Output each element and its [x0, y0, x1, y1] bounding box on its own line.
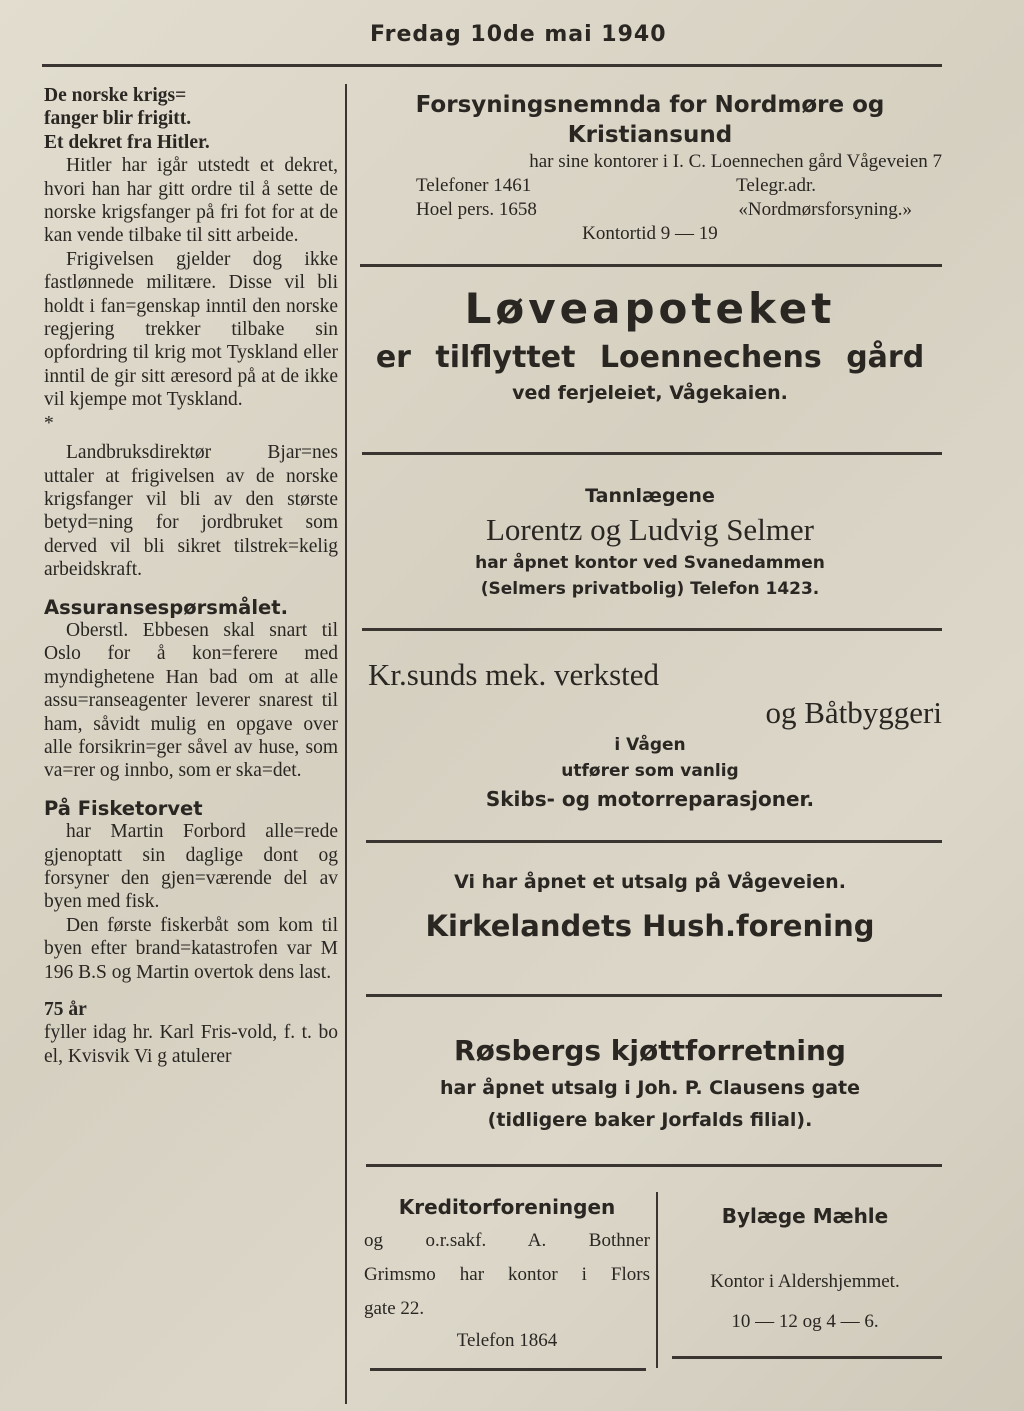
ad-text: Hoel pers. 1658 [416, 199, 537, 220]
ad-text: Grimsmo har kontor i Flors [364, 1264, 650, 1285]
ad-divider [360, 264, 942, 267]
section-heading: På Fisketorvet [44, 796, 203, 820]
ad-row [358, 198, 942, 222]
ad-kreditorforeningen [364, 1190, 650, 1356]
ad-kirkelandets [358, 866, 942, 954]
ad-text: (Selmers privatbolig) Telefon 1423. [480, 579, 820, 599]
ad-text: ved ferjeleiet, Vågekaien. [512, 382, 788, 404]
ad-title: Kreditorforeningen [398, 1195, 616, 1219]
ad-text: Telefon 1864 [456, 1330, 558, 1351]
ad-text: (tidligere baker Jorfalds filial). [487, 1109, 813, 1131]
section-heading: Assuransespørsmålet. [44, 595, 288, 619]
ad-text: i Vågen [614, 735, 686, 755]
ad-text: har sine kontorer i I. C. Loennechen gård Vågeveien 7 [529, 151, 942, 172]
article-paragraph: Landbruksdirektør Bjar=nes uttaler at frigivelsen av de norske krigsfanger vil bli av den største betyd=ning for jordbruket som derved vil bli sikret tilstrek=kelig arbeidskraft. [44, 442, 338, 581]
ad-text: 10 — 12 og 4 — 6. [731, 1311, 879, 1332]
ad-column-divider [656, 1192, 658, 1368]
ad-divider [366, 994, 942, 997]
dateline: Fredag 10de mai 1940 [370, 22, 667, 47]
column-divider [345, 84, 347, 1404]
ad-loveapoteket [358, 280, 942, 408]
ad-divider [366, 1164, 942, 1167]
ad-bylaege [664, 1196, 946, 1340]
article-paragraph: Frigivelsen gjelder dog ikke fastlønnede militære. Disse vil bli holdt i fan=genskap inntil den norske regjering trekker tilbake sin opfordring til krig mot Tyskland eller inntil de gir sitt æresord på at de ikke vil kjempe mot Tyskland. [44, 248, 338, 411]
ad-title: Røsbergs kjøttforretning [454, 1034, 846, 1067]
section-heading-75: 75 år [44, 999, 87, 1021]
article-paragraph: har Martin Forbord alle=rede gjenoptatt sin daglige dont og forsyner den gjen=værende del av byen med fisk. [44, 821, 338, 913]
ad-title: Bylæge Mæhle [721, 1204, 889, 1228]
headline-line-1: De norske krigs= [44, 85, 187, 106]
ad-title: Løveapoteket [464, 284, 836, 333]
ad-divider [362, 452, 942, 455]
left-column [44, 84, 338, 1068]
article-paragraph: Oberstl. Ebbesen skal snart til Oslo for å kon=ferere med myndighetene Han bad om at alle assu=ranseagenter leverer snarest til ham, såvidt mulig en opgave over alle forsikrin=ger såvel av huse, som va=rer og innbo, som er ska=det. [44, 619, 338, 782]
ad-text: utfører som vanlig [561, 761, 739, 781]
ad-title: Forsyningsnemnda for Nordmøre og [415, 92, 885, 118]
ad-text: «Nordmørsforsyning.» [738, 199, 912, 220]
ad-title: Kirkelandets Hush.forening [425, 909, 875, 943]
ad-text: og o.r.sakf. A. Bothner [364, 1230, 650, 1251]
ad-row [358, 174, 942, 198]
headline-line-2: fanger blir frigitt. [44, 108, 192, 130]
ad-text: Tannlægene [585, 485, 715, 507]
ad-text: gate 22. [364, 1298, 425, 1319]
ad-tannlaegene [358, 482, 942, 602]
article-paragraph: Hitler har igår utstedt et dekret, hvori han har gitt ordre til å sette de norske krigsfanger på fri fot for at de kan vende tilbake til sitt arbeide. [44, 155, 338, 247]
ad-forsyningsnemnda [358, 90, 942, 246]
ad-title: og Båtbyggeri [765, 695, 942, 730]
ad-divider [370, 1368, 646, 1371]
ad-text: Telefoner 1461 [416, 175, 532, 196]
ad-text: Kontortid 9 — 19 [582, 223, 718, 244]
ad-title: Kristiansund [567, 122, 733, 148]
ad-divider [672, 1356, 942, 1359]
subheadline: Et dekret fra Hitler. [44, 131, 210, 153]
ad-text: Telegr.adr. [736, 175, 816, 196]
ad-divider [366, 840, 942, 843]
ad-text: har åpnet utsalg i Joh. P. Clausens gate [439, 1077, 861, 1099]
ad-text: har åpnet kontor ved Svanedammen [475, 553, 825, 573]
top-rule [42, 64, 942, 67]
article-paragraph: fyller idag hr. Karl Fris-vold, f. t. bo el, Kvisvik Vi g atulerer [44, 1022, 338, 1067]
separator-star: * [44, 412, 54, 434]
article-paragraph: Den første fiskerbåt som kom til byen efter brand=katastrofen var M 196 B.S og Martin overtok dens last. [44, 914, 338, 983]
ad-title: Kr.sunds mek. verksted [368, 657, 660, 692]
ad-text: Skibs- og motorreparasjoner. [485, 787, 815, 811]
ad-title: Lorentz og Ludvig Selmer [486, 512, 814, 547]
ad-text: Vi har åpnet et utsalg på Vågeveien. [454, 871, 846, 893]
ad-text: er tilflyttet Loennechens gård [375, 340, 925, 375]
ad-rosbergs [358, 1030, 942, 1136]
ad-mek-verksted [358, 656, 942, 814]
ad-text: Kontor i Aldershjemmet. [710, 1271, 900, 1292]
ad-divider [362, 628, 942, 631]
